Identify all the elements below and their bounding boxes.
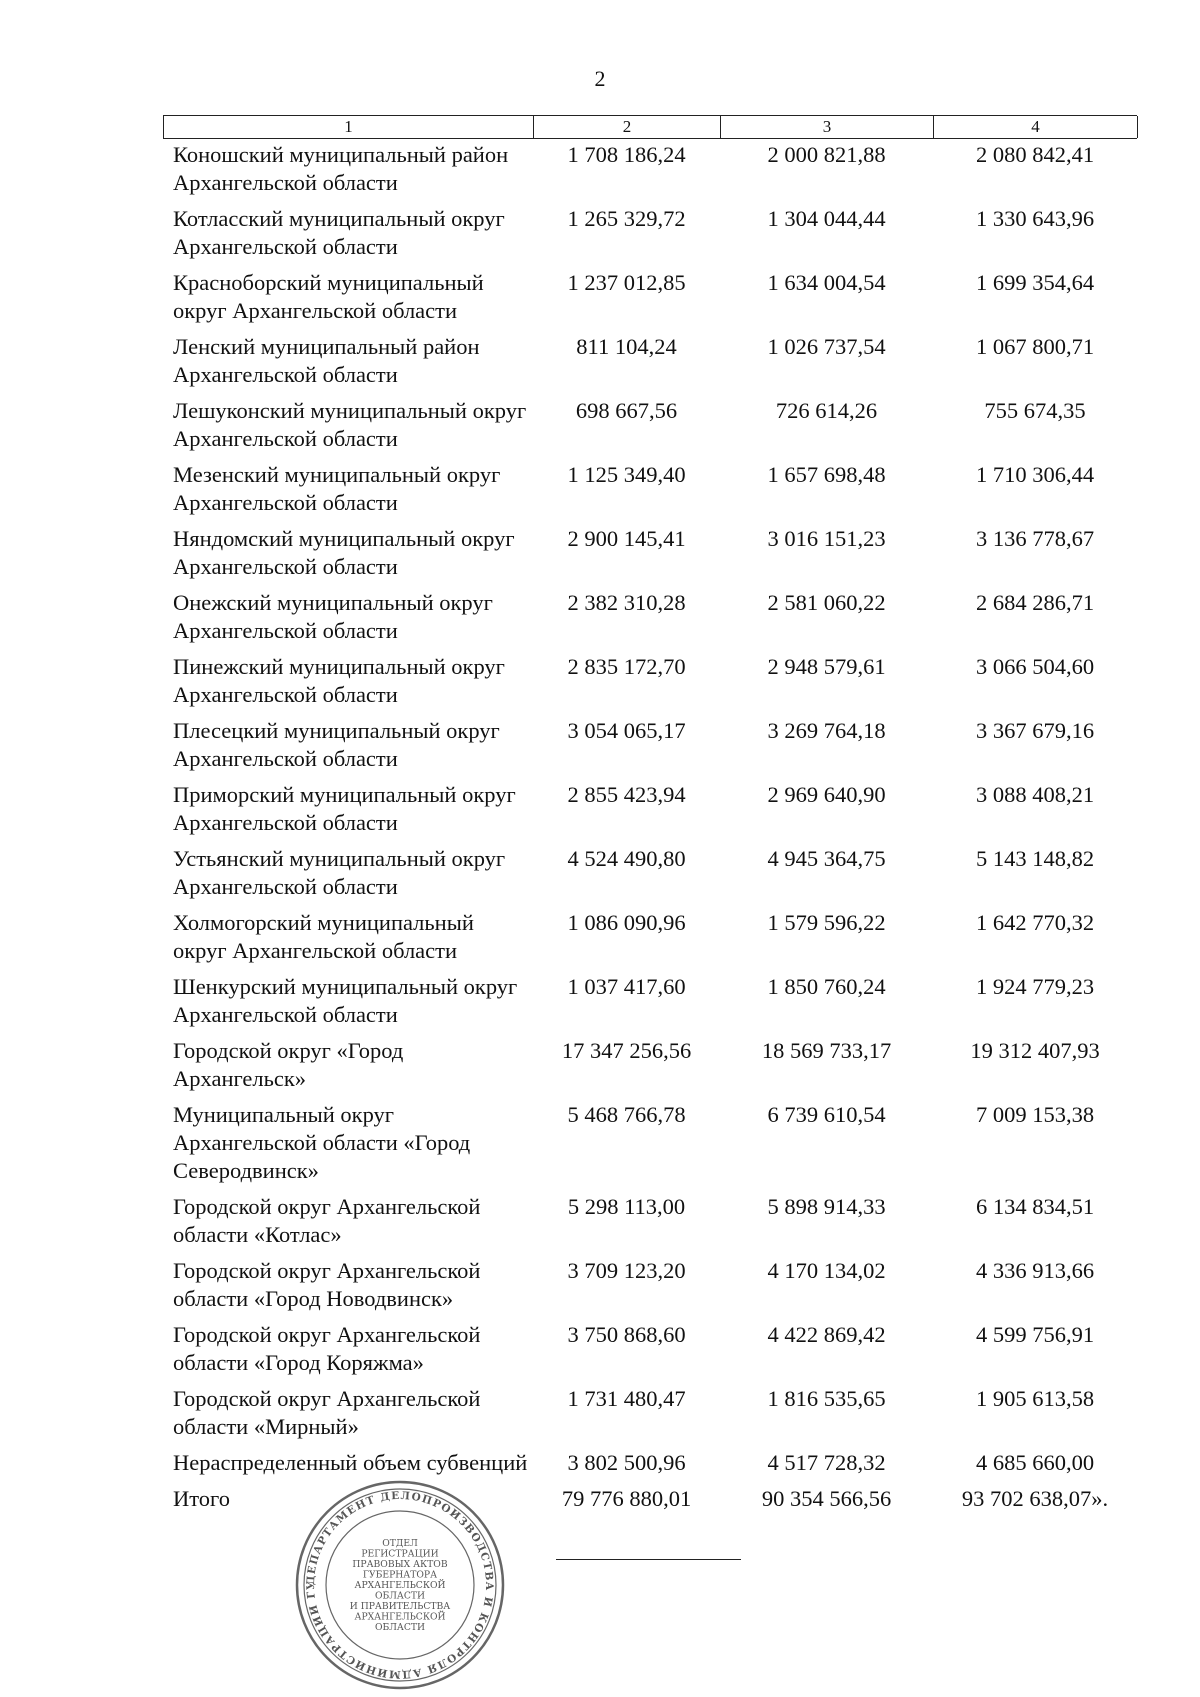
row-value-col2: 1 086 090,96 — [567, 910, 686, 935]
row-name-cell: Плесецкий муниципальный округ Архангельской области — [173, 718, 500, 771]
column-header-3: 3 — [721, 116, 934, 138]
row-value-col2: 4 524 490,80 — [567, 846, 686, 871]
row-name-cell: Устьянский муниципальный округ Архангельской области — [173, 846, 506, 899]
row-value-col4: 4 685 660,00 — [975, 1450, 1095, 1475]
row-value-col2: 1 037 417,60 — [567, 974, 686, 999]
row-value-col2: 1 125 349,40 — [567, 462, 686, 487]
table-row — [163, 1193, 1137, 1249]
row-value-col3: 2 000 821,88 — [767, 142, 886, 167]
row-name-cell: Шенкурский муниципальный округ Архангельской области — [173, 974, 518, 1027]
column-header-1: 1 — [164, 116, 534, 138]
table-row — [163, 269, 1137, 325]
row-value-col2: 3 802 500,96 — [567, 1450, 686, 1475]
row-value-col3: 4 170 134,02 — [767, 1258, 886, 1283]
row-name-cell: Нераспределенный объем субвенций — [173, 1450, 528, 1475]
row-name-cell: Городской округ «Город Архангельск» — [173, 1038, 404, 1091]
signature-line — [556, 1559, 741, 1560]
row-value-col4: 4 599 756,91 — [975, 1322, 1095, 1347]
row-name-cell: Красноборский муниципальный округ Архангельской области — [173, 270, 484, 323]
official-seal — [294, 1479, 506, 1691]
row-value-col2: 1 265 329,72 — [567, 206, 686, 231]
row-value-col4: 1 642 770,32 — [975, 910, 1095, 935]
seal-outer-text: ДЕПАРТАМЕНТ ДЕЛОПРОИЗВОДСТВА И КОНТРОЛЯ АДМИНИСТРАЦИИ ГУ — [304, 1489, 496, 1681]
table-row — [163, 1037, 1137, 1093]
row-value-col4: 6 134 834,51 — [975, 1194, 1095, 1219]
table-row — [163, 973, 1137, 1029]
row-value-col2: 3 054 065,17 — [567, 718, 686, 743]
table-row — [163, 205, 1137, 261]
seal-center-line: ОТДЕЛ — [382, 1538, 418, 1549]
row-name-cell: Няндомский муниципальный округ Архангельской области — [173, 526, 515, 579]
row-value-col2: 2 900 145,41 — [567, 526, 686, 551]
row-value-col3: 4 517 728,32 — [767, 1450, 886, 1475]
row-value-col2: 1 731 480,47 — [567, 1386, 686, 1411]
row-value-col2: 3 750 868,60 — [567, 1322, 686, 1347]
row-value-col4: 3 088 408,21 — [975, 782, 1095, 807]
row-value-col4: 2 080 842,41 — [975, 142, 1095, 167]
row-value-col2: 698 667,56 — [575, 398, 678, 423]
row-value-col2: 5 298 113,00 — [567, 1194, 686, 1219]
seal-center-line: ОБЛАСТИ — [374, 1622, 426, 1633]
row-value-col3: 1 634 004,54 — [767, 270, 886, 295]
table-row — [163, 1101, 1137, 1185]
row-value-col3: 3 269 764,18 — [767, 718, 886, 743]
row-value-col3: 2 581 060,22 — [767, 590, 886, 615]
table-row — [163, 461, 1137, 517]
seal-center-line: РЕГИСТРАЦИИ — [361, 1548, 439, 1560]
row-value-col2: 1 237 012,85 — [567, 270, 686, 295]
row-value-col3: 90 354 566,56 — [761, 1486, 892, 1511]
table-row — [163, 1385, 1137, 1441]
row-value-col4: 1 330 643,96 — [975, 206, 1095, 231]
row-value-col4: 5 143 148,82 — [975, 846, 1095, 871]
table-row — [163, 397, 1137, 453]
row-value-col2: 2 382 310,28 — [567, 590, 686, 615]
row-value-col4: 1 905 613,58 — [975, 1386, 1095, 1411]
row-value-col3: 1 304 044,44 — [767, 206, 886, 231]
row-value-col3: 1 657 698,48 — [767, 462, 886, 487]
table-row — [163, 589, 1137, 645]
row-value-col3: 4 945 364,75 — [767, 846, 886, 871]
row-value-col2: 811 104,24 — [576, 334, 677, 359]
row-value-col3: 5 898 914,33 — [767, 1194, 886, 1219]
row-value-col2: 1 708 186,24 — [567, 142, 686, 167]
row-name-cell: Приморский муниципальный округ Архангельской области — [173, 782, 516, 835]
row-value-col3: 3 016 151,23 — [767, 526, 886, 551]
page-number: 2 — [594, 66, 606, 91]
table-row — [163, 1449, 1137, 1477]
row-name-cell: Городской округ Архангельской области «Город Коряжма» — [173, 1322, 481, 1375]
row-value-col3: 18 569 733,17 — [761, 1038, 892, 1063]
table-row — [163, 333, 1137, 389]
row-value-col3: 1 850 760,24 — [767, 974, 886, 999]
row-value-col4: 19 312 407,93 — [970, 1038, 1100, 1063]
row-value-col4: 3 367 679,16 — [975, 718, 1095, 743]
row-value-col2: 3 709 123,20 — [567, 1258, 686, 1283]
row-value-col2: 5 468 766,78 — [567, 1102, 686, 1127]
row-value-col4: 93 702 638,07». — [961, 1486, 1109, 1511]
table-row — [163, 909, 1137, 965]
row-value-col2: 17 347 256,56 — [561, 1038, 692, 1063]
row-value-col4: 4 336 913,66 — [975, 1258, 1095, 1283]
row-name-cell: Онежский муниципальный округ Архангельской области — [173, 590, 493, 643]
row-value-col2: 2 835 172,70 — [567, 654, 686, 679]
table-row — [163, 653, 1137, 709]
row-name-cell: Муниципальный округ Архангельской области «Город Северодвинск» — [173, 1102, 471, 1183]
table-body — [163, 139, 1137, 1513]
table-row — [163, 845, 1137, 901]
row-value-col3: 4 422 869,42 — [767, 1322, 886, 1347]
row-name-cell: Городской округ Архангельской области «Мирный» — [173, 1386, 481, 1439]
row-value-col4: 7 009 153,38 — [975, 1102, 1095, 1127]
row-value-col3: 1 026 737,54 — [767, 334, 886, 359]
row-value-col4: 3 066 504,60 — [975, 654, 1095, 679]
row-value-col2: 79 776 880,01 — [561, 1486, 692, 1511]
row-value-col3: 1 579 596,22 — [767, 910, 886, 935]
row-name-cell: Лешуконский муниципальный округ Архангельской области — [173, 398, 527, 451]
table-row — [163, 781, 1137, 837]
table-row — [163, 141, 1137, 197]
row-value-col4: 1 710 306,44 — [975, 462, 1095, 487]
row-value-col2: 2 855 423,94 — [567, 782, 686, 807]
row-value-col4: 1 067 800,71 — [975, 334, 1095, 359]
row-name-cell: Котласский муниципальный округ Архангельской области — [173, 206, 505, 259]
column-header-2: 2 — [534, 116, 721, 138]
row-value-col3: 726 614,26 — [775, 398, 878, 423]
table-row — [163, 717, 1137, 773]
row-name-cell: Ленский муниципальный район Архангельской области — [173, 334, 480, 387]
seal-center-line: ОБЛАСТИ — [374, 1590, 426, 1602]
row-value-col4: 3 136 778,67 — [975, 526, 1095, 551]
row-name-cell: Итого — [173, 1486, 230, 1511]
row-value-col4: 1 699 354,64 — [975, 270, 1095, 295]
seal-center-line: АРХАНГЕЛЬСКОЙ — [354, 1611, 446, 1623]
column-header-4: 4 — [934, 116, 1138, 138]
seal-center-line: И ПРАВИТЕЛЬСТВА — [349, 1601, 451, 1612]
row-name-cell: Холмогорский муниципальный округ Архангельской области — [173, 910, 474, 963]
seal-center-line: ГУБЕРНАТОРА — [362, 1569, 438, 1581]
row-name-cell: Коношский муниципальный район Архангельской области — [173, 142, 509, 195]
seal-center-line: ПРАВОВЫХ АКТОВ — [352, 1559, 448, 1570]
table-row — [163, 1257, 1137, 1313]
row-name-cell: Пинежский муниципальный округ Архангельской области — [173, 654, 505, 707]
row-value-col3: 2 948 579,61 — [767, 654, 886, 679]
subvention-table — [163, 115, 1137, 1521]
table-row — [163, 1321, 1137, 1377]
seal-graphic — [294, 1479, 506, 1691]
table-header-row — [163, 115, 1137, 139]
table-row — [163, 525, 1137, 581]
row-name-cell: Городской округ Архангельской области «Котлас» — [173, 1194, 481, 1247]
row-value-col4: 755 674,35 — [984, 398, 1086, 423]
row-value-col4: 2 684 286,71 — [975, 590, 1095, 615]
row-value-col4: 1 924 779,23 — [975, 974, 1095, 999]
row-value-col3: 6 739 610,54 — [767, 1102, 886, 1127]
row-name-cell: Городской округ Архангельской области «Город Новодвинск» — [173, 1258, 481, 1311]
row-value-col3: 1 816 535,65 — [767, 1386, 886, 1411]
row-value-col3: 2 969 640,90 — [767, 782, 886, 807]
row-name-cell: Мезенский муниципальный округ Архангельской области — [173, 462, 501, 515]
seal-center-line: АРХАНГЕЛЬСКОЙ — [354, 1580, 446, 1591]
